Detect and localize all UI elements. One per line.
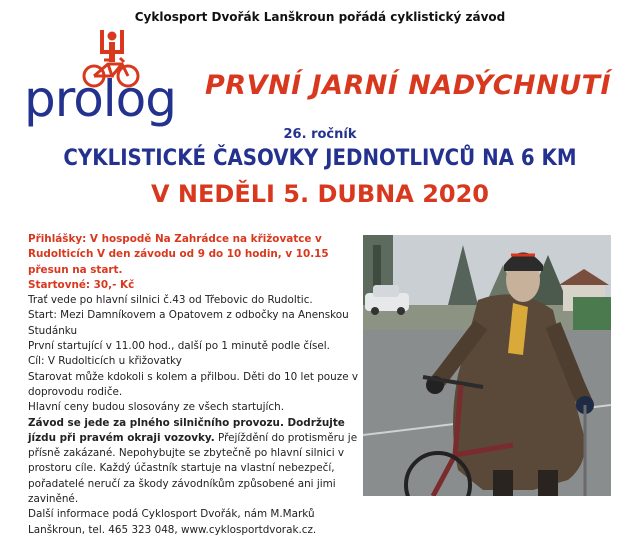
entry-fee: Startovné: 30,- Kč <box>28 278 135 291</box>
contact-info: Další informace podá Cyklosport Dvořák, nám M.Marků Lanškroun, tel. 465 323 048, www.cyklosportdvorak.cz. <box>28 508 317 536</box>
registration-info: Přihlášky: V hospodě Na Zahrádce na křižovatce v Rudolticích V den závodu od 9 do 10 hodin, v 10.15 přesun na start. <box>28 233 329 276</box>
elderly-cyclist-photo-icon <box>363 235 611 496</box>
logo-text: prolog <box>24 70 177 128</box>
race-info <box>28 232 363 538</box>
start-location: Start: Mezi Damníkovem a Opatovem z odbočky na Anenskou Studánku <box>28 309 349 337</box>
finish-location: Cíl: V Rudolticích u křižovatky <box>28 355 182 368</box>
race-name: PRVNÍ JARNÍ NADÝCHNUTÍ <box>205 70 612 101</box>
cyclist-photo <box>363 235 611 496</box>
prizes-info: Hlavní ceny budou slosovány ze všech startujích. <box>28 401 285 414</box>
race-type: CYKLISTICKÉ ČASOVKY JEDNOTLIVCŮ NA 6 KM <box>63 146 577 171</box>
eligibility-info: Starovat může kdokoli s kolem a přilbou. Děti do 10 let pouze v doprovodu rodiče. <box>28 370 359 398</box>
traffic-warning-bold: Závod se jede za plného silničního provozu. Dodržujte jízdu při pravém okraji vozovky. <box>28 416 345 444</box>
route-info: Trať vede po hlavní silnici č.43 od Třebovic do Rudoltic. <box>28 294 313 307</box>
organizer-line: Cyklosport Dvořák Lanškroun pořádá cyklistický závod <box>134 10 506 24</box>
traffic-warning <box>28 416 363 508</box>
race-date: V NEDĚLI 5. DUBNA 2020 <box>151 180 489 208</box>
first-start-time: První startující v 11.00 hod., další po 1 minutě podle čísel. <box>28 340 330 353</box>
prolog-logo <box>24 24 184 128</box>
race-edition: 26. ročník <box>283 127 357 142</box>
traffic-warning-rest: Přejíždění do protisměru je přísně zakázané. Nepohybujte se zbytečně po hlavní silnici v prostoru cíle. Každý účastník startuje na vlastní nebezpečí, pořadatelé neručí za škody závodníkům způsobené ani jimi zaviněné. <box>28 431 358 506</box>
